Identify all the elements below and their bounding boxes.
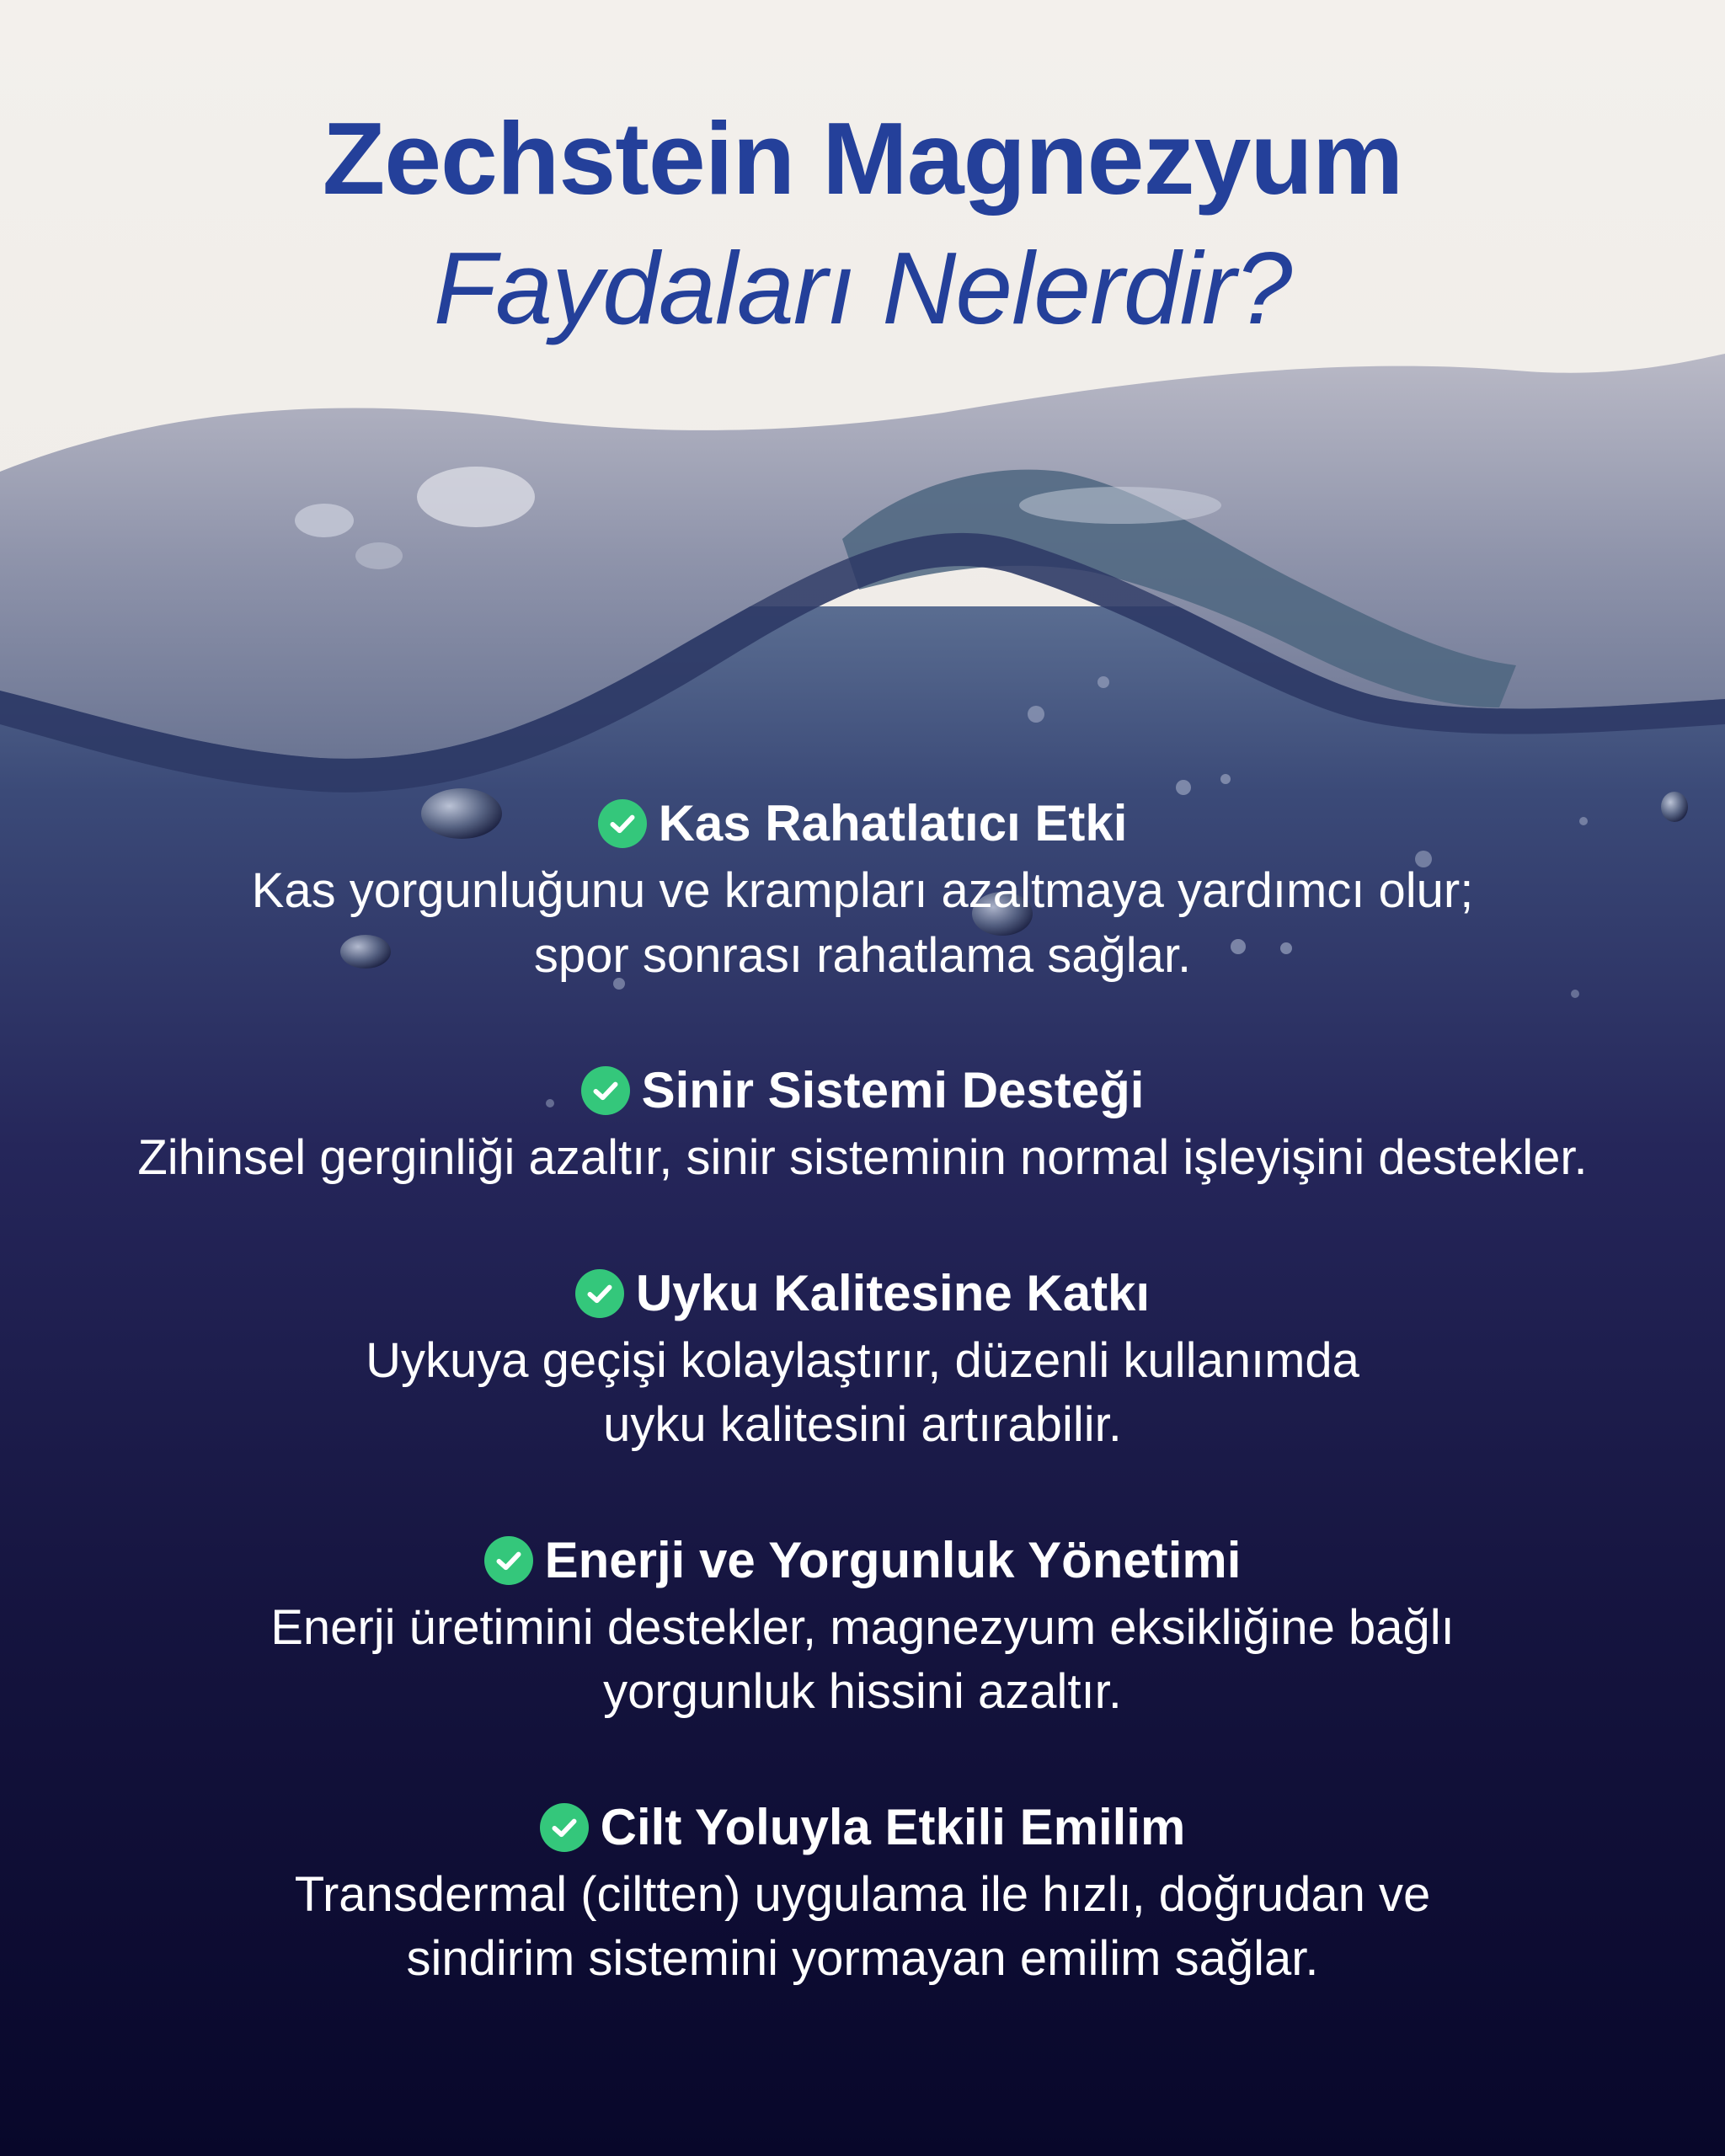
check-circle-icon xyxy=(540,1803,589,1852)
benefit-title: Uyku Kalitesine Katkı xyxy=(635,1264,1151,1321)
benefits-list xyxy=(0,793,1725,2064)
benefit-item xyxy=(0,1263,1725,1458)
benefit-description: Transdermal (ciltten) uygulama ile hızlı, doğrudan ve sindirim sistemini yormayan emilim sağlar. xyxy=(294,1866,1431,1987)
check-circle-icon xyxy=(575,1269,624,1318)
benefit-description: Zihinsel gerginliği azaltır, sinir sisteminin normal işleyişini destekler. xyxy=(137,1130,1588,1186)
benefit-heading xyxy=(0,1060,1725,1121)
page-subtitle: Faydaları Nelerdir? xyxy=(433,231,1292,345)
check-circle-icon xyxy=(581,1066,630,1115)
benefit-item xyxy=(0,1530,1725,1725)
benefit-title: Enerji ve Yorgunluk Yönetimi xyxy=(544,1531,1242,1588)
benefit-title: Kas Rahatlatıcı Etki xyxy=(658,795,1128,851)
page-title: Zechstein Magnezyum xyxy=(322,101,1403,216)
benefit-item xyxy=(0,1060,1725,1191)
benefit-title: Sinir Sistemi Desteği xyxy=(641,1062,1145,1119)
check-circle-icon xyxy=(598,799,647,848)
check-circle-icon xyxy=(484,1536,533,1585)
benefit-heading xyxy=(0,1797,1725,1858)
benefit-heading xyxy=(0,793,1725,854)
benefit-heading xyxy=(0,1263,1725,1324)
benefit-item xyxy=(0,1797,1725,1992)
benefit-item xyxy=(0,793,1725,988)
benefit-description: Uykuya geçişi kolaylaştırır, düzenli kullanımda uyku kalitesini artırabilir. xyxy=(366,1332,1359,1453)
benefit-heading xyxy=(0,1530,1725,1591)
benefit-title: Cilt Yoluyla Etkili Emilim xyxy=(600,1798,1186,1855)
benefit-description: Kas yorgunluğunu ve krampları azaltmaya yardımcı olur; spor sonrası rahatlama sağlar. xyxy=(251,863,1474,983)
benefit-description: Enerji üretimini destekler, magnezyum eksikliğine bağlı yorgunluk hissini azaltır. xyxy=(270,1599,1455,1720)
